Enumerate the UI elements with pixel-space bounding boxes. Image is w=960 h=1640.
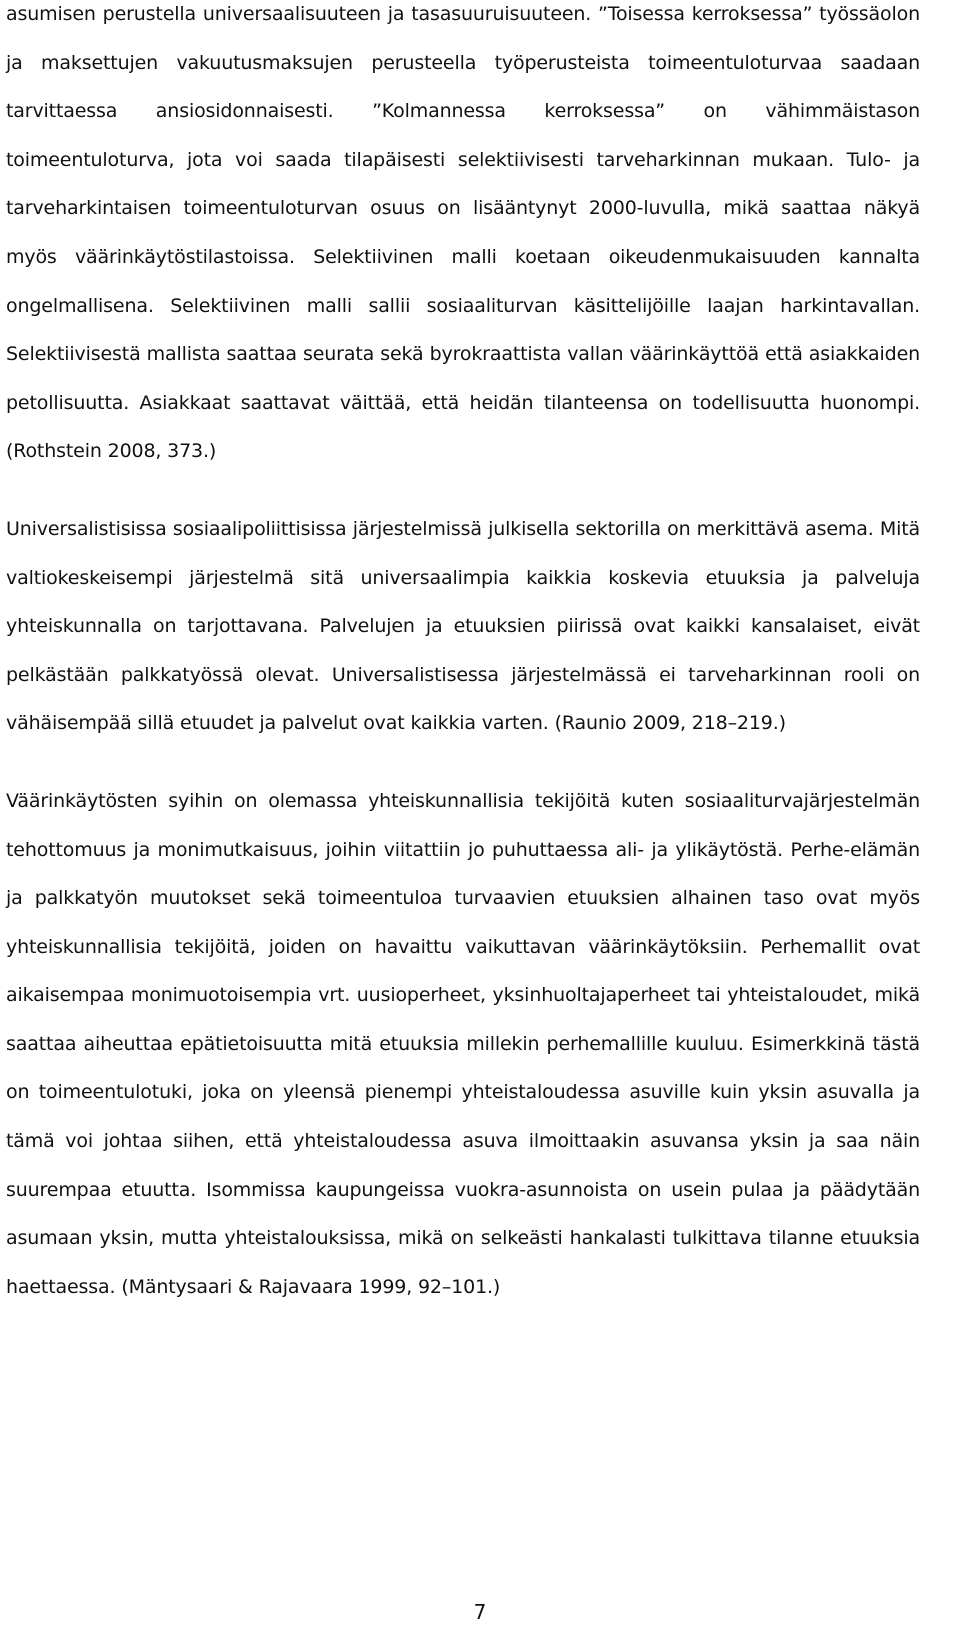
body-paragraph: asumisen perustella universaalisuuteen ja tasasuuruisuuteen. ”Toisessa kerroksessa” työssäolon ja maksettujen vakuutusmaksujen perusteella työperusteista toimeentuloturvaa saadaan tarvittaessa ansiosidonnaisesti. ”Kolmannessa kerroksessa” on vähimmäistason toimeentuloturva, jota voi saada tilapäisesti selektiivisesti tarveharkinnan mukaan. Tulo- ja tarveharkintaisen toimeentuloturvan osuus on lisääntynyt 2000-luvulla, mikä saattaa näkyä myös väärinkäytöstilastoissa. Selektiivinen malli koetaan oikeudenmukaisuuden kannalta ongelmallisena. Selektiivinen malli sallii sosiaaliturvan käsittelijöille laajan harkintavallan. Selektiivisestä mallista saattaa seurata sekä byrokraattista vallan väärinkäyttöä että asiakkaiden petollisuutta. Asiakkaat saattavat väittää, että heidän tilanteensa on todellisuutta huonompi. (Rothstein 2008, 373.) bbox=[6, 3, 920, 463]
body-paragraph: Universalistisissa sosiaalipoliittisissa järjestelmissä julkisella sektorilla on merkittävä asema. Mitä valtiokeskeisempi järjestelmä sitä universaalimpia kaikkia koskevia etuuksia ja palveluja yhteiskunnalla on tarjottavana. Palvelujen ja etuuksien piirissä ovat kaikki kansalaiset, eivät pelkästään palkkatyössä olevat. Universalistisessa järjestelmässä ei tarveharkinnan rooli on vähäisempää sillä etuudet ja palvelut ovat kaikkia varten. (Raunio 2009, 218–219.) bbox=[6, 517, 920, 735]
body-paragraph: Väärinkäytösten syihin on olemassa yhteiskunnallisia tekijöitä kuten sosiaaliturvajärjestelmän tehottomuus ja monimutkaisuus, joihin viitattiin jo puhuttaessa ali- ja ylikäytöstä. Perhe-elämän ja palkkatyön muutokset sekä toimeentuloa turvaavien etuuksien alhainen taso ovat myös yhteiskunnallisia tekijöitä, joiden on havaittu vaikuttavan väärinkäytöksiin. Perhemallit ovat aikaisempaa monimuotoisempia vrt. uusioperheet, yksinhuoltajaperheet tai yhteistaloudet, mikä saattaa aiheuttaa epätietoisuutta mitä etuuksia millekin perhemallille kuuluu. Esimerkkinä tästä on toimeentulotuki, joka on yleensä pienempi yhteistaloudessa asuville kuin yksin asuvalla ja tämä voi johtaa siihen, että yhteistaloudessa asuva ilmoittaakin asuvansa yksin ja saa näin suurempaa etuutta. Isommissa kaupungeissa vuokra-asunnoista on usein pulaa ja päädytään asumaan yksin, mutta yhteistalouksissa, mikä on selkeästi hankalasti tulkittava tilanne etuuksia haettaessa. (Mäntysaari & Rajavaara 1999, 92–101.) bbox=[6, 789, 920, 1298]
page-number: 7 bbox=[473, 1600, 487, 1624]
